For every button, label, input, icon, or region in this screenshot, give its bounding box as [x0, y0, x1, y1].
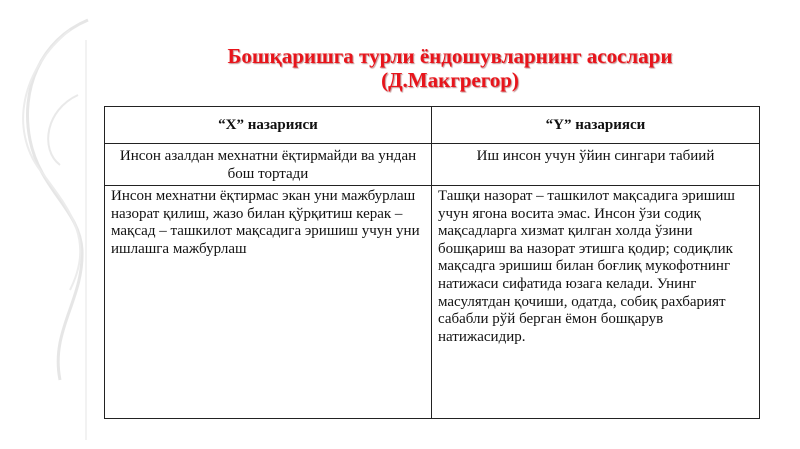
cell-x-detail: Инсон мехнатни ёқтирмас экан уни мажбурлаш назорат қилиш, жазо билан қўрқитиш керак – мақсад – ташкилот мақсадига эришиш учун уни ишлашга мажбурлаш — [105, 186, 432, 419]
cell-y-detail: Ташқи назорат – ташкилот мақсадига эришиш учун ягона восита эмас. Инсон ўзи содиқ мақсадларга хизмат қилган холда ўзини бошқариш ва назорат этишга қодир; содиқлик мақсадга эришиш билан боғлиқ мукофотнинг натижаси сифатида юзага келади. Унинг масулятдан қочиши, одатда, собиқ рахбарият сабабли рўй берган ёмон бошқарув натижасидир. — [432, 186, 760, 419]
slide-title — [150, 44, 750, 92]
title-line-2: (Д.Макгрегор) — [381, 68, 519, 92]
cell-y-summary: Иш инсон учун ўйин сингари табиий — [432, 144, 760, 186]
comparison-table — [104, 106, 760, 419]
table-header-row — [105, 107, 760, 144]
table-row-detail — [105, 186, 760, 419]
header-theory-x: “X” назарияси — [105, 107, 432, 144]
title-line-1: Бошқаришга турли ёндошувларнинг асослари — [227, 44, 673, 68]
header-theory-y: “Y” назарияси — [432, 107, 760, 144]
cell-x-summary: Инсон азалдан мехнатни ёқтирмайди ва ундан бош тортади — [105, 144, 432, 186]
table-row-summary — [105, 144, 760, 186]
